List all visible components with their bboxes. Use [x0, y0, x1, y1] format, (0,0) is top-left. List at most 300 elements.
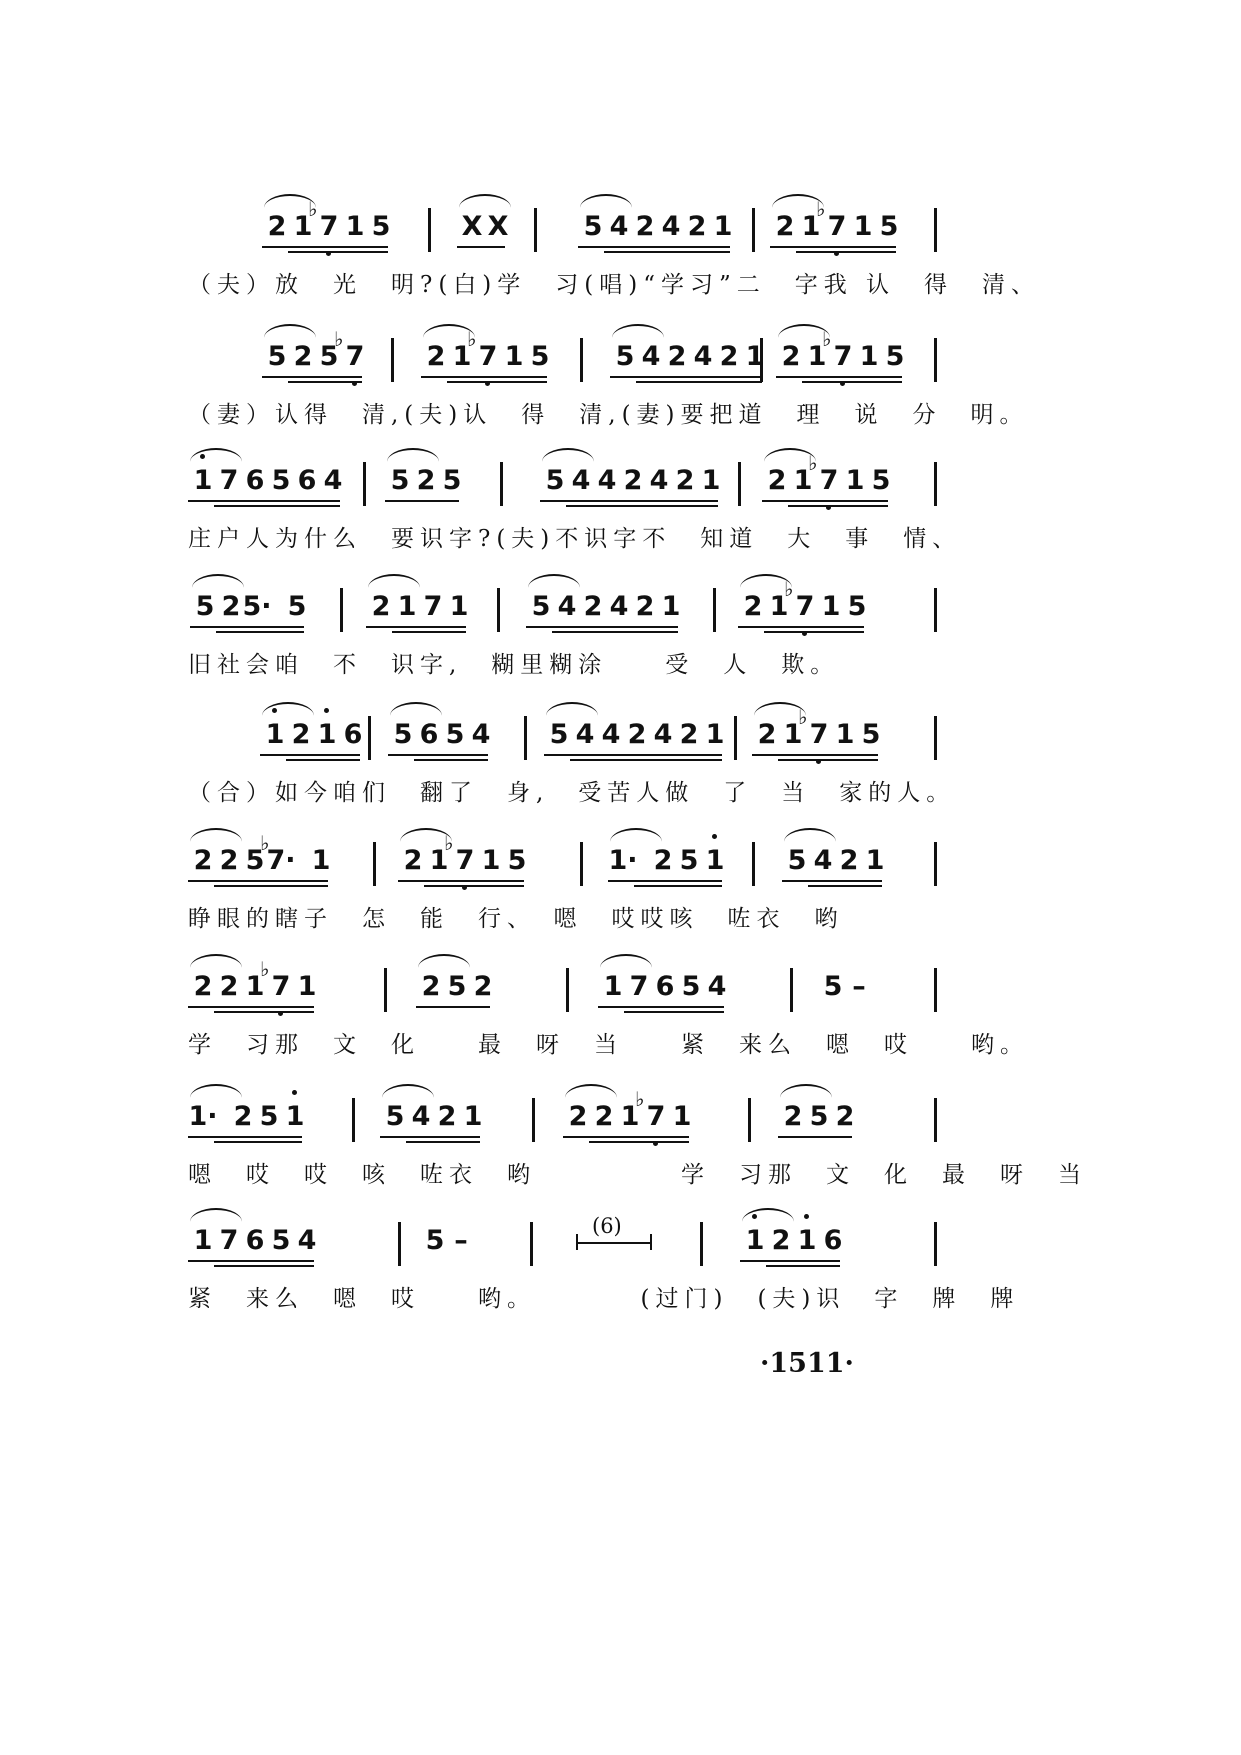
beam-underline: [366, 626, 466, 628]
barline: [700, 1222, 703, 1266]
high-octave-dot: [804, 1214, 809, 1219]
note: 2: [719, 341, 739, 372]
barline: [934, 462, 937, 506]
note: 2: [653, 845, 673, 876]
note: 7: [423, 591, 443, 622]
interlude-marker: [576, 1214, 652, 1250]
note: 2: [568, 1101, 588, 1132]
slur: [459, 194, 511, 208]
note: 2: [193, 971, 213, 1002]
note: 2: [221, 591, 241, 622]
slur: [264, 324, 316, 338]
note: 5: [245, 845, 265, 876]
note: 1: [260, 720, 290, 750]
note: 1: [835, 719, 855, 750]
beam-underline: [762, 500, 888, 502]
note: 4: [707, 971, 727, 1002]
beam-underline: [776, 376, 902, 378]
note: 4: [813, 845, 833, 876]
note: 1: [345, 211, 365, 242]
slur: [387, 448, 439, 462]
slur: [784, 828, 836, 842]
note: 2: [623, 465, 643, 496]
slur: [528, 574, 580, 588]
note: 4: [649, 465, 669, 496]
beam-underline-double: [392, 631, 466, 633]
high-octave-dot: [324, 708, 329, 713]
note: 5: [390, 465, 410, 496]
slur: [190, 828, 242, 842]
barline: [934, 716, 937, 760]
note: 5: [583, 211, 603, 242]
beam-underline: [388, 754, 488, 756]
slur: [780, 1084, 832, 1098]
barline: [524, 716, 527, 760]
note: 5: [271, 465, 291, 496]
note: 7 ♭: [641, 1102, 671, 1132]
note: 4: [297, 1225, 317, 1256]
note: 7 ♭: [473, 342, 503, 372]
slur: [382, 1084, 434, 1098]
note: 4: [597, 465, 617, 496]
note: 6: [823, 1225, 843, 1256]
note: 4: [323, 465, 343, 496]
note: 6: [419, 719, 439, 750]
flat-sign: ♭: [822, 327, 832, 351]
note: 1·: [188, 1101, 218, 1132]
slur: [390, 702, 442, 716]
note: –: [454, 1225, 468, 1256]
flat-sign: ♭: [808, 451, 818, 475]
beam-underline-double: [624, 1011, 724, 1013]
beam-underline-double: [214, 1011, 314, 1013]
beam-underline: [190, 626, 304, 628]
slur: [565, 1084, 617, 1098]
note: 2: [594, 1101, 614, 1132]
note: 2: [473, 971, 493, 1002]
beam-underline-double: [214, 1265, 314, 1267]
flat-sign: ♭: [467, 327, 477, 351]
lyrics-line: （夫）放 光 明?(白)学 习(唱)“学习”二 字我 认 得 清、: [188, 272, 1041, 298]
barline: [713, 588, 716, 632]
note: 2: [219, 845, 239, 876]
beam-underline: [598, 1006, 724, 1008]
system-5: [0, 705, 1241, 826]
note: 2: [839, 845, 859, 876]
note: 5: [445, 719, 465, 750]
beam-underline: [782, 880, 882, 882]
note: 2: [783, 1101, 803, 1132]
note: 1: [713, 211, 733, 242]
note: 2: [635, 591, 655, 622]
beam-underline: [457, 246, 505, 248]
flat-sign: ♭: [260, 957, 270, 981]
note: 1: [311, 845, 331, 876]
beam-underline: [752, 754, 878, 756]
note: 2: [437, 1101, 457, 1132]
flat-sign: ♭: [635, 1087, 645, 1111]
barline: [934, 208, 937, 252]
barline: [752, 208, 755, 252]
note: 4: [557, 591, 577, 622]
beam-underline-double: [424, 885, 524, 887]
note: 2: [771, 1225, 791, 1256]
beam-underline: [540, 500, 718, 502]
slur: [580, 194, 632, 208]
note: 1: [792, 1226, 822, 1256]
beam-underline-double: [604, 251, 730, 253]
barline: [363, 462, 366, 506]
note: 5: [549, 719, 569, 750]
note: 4: [653, 719, 673, 750]
note: 2: [267, 211, 287, 242]
note: 2: [775, 211, 795, 242]
note: 7: [219, 465, 239, 496]
beam-underline: [738, 626, 864, 628]
beam-underline: [380, 1136, 480, 1138]
note: 5: [847, 591, 867, 622]
beam-underline-double: [288, 381, 362, 383]
note: X: [461, 211, 483, 242]
beam-underline-double: [216, 631, 304, 633]
page-number: ·1511·: [760, 1348, 854, 1379]
beam-underline: [188, 1260, 314, 1262]
beam-underline-double: [286, 759, 360, 761]
barline: [580, 338, 583, 382]
note: 6: [343, 719, 363, 750]
beam-underline: [421, 376, 547, 378]
note: 1: [740, 1226, 770, 1256]
barline: [734, 716, 737, 760]
beam-underline: [740, 1260, 840, 1262]
barline: [373, 842, 376, 886]
note: 4: [471, 719, 491, 750]
beam-underline-double: [214, 885, 328, 887]
system-3: [0, 451, 1241, 572]
beam-underline: [610, 376, 762, 378]
lyrics-line: 嗯 哎 哎 咳 咗衣 哟 学 习那 文 化 最 呀 当: [188, 1162, 1087, 1188]
beam-underline-double: [808, 885, 882, 887]
note: 5: [823, 971, 843, 1002]
barline: [384, 968, 387, 1012]
note: 4: [661, 211, 681, 242]
note: 4: [609, 591, 629, 622]
barline: [428, 208, 431, 252]
note: –: [852, 971, 866, 1002]
barline: [497, 588, 500, 632]
beam-underline: [188, 1006, 314, 1008]
note: 1: [821, 591, 841, 622]
slur: [610, 828, 662, 842]
note: 5: [259, 1101, 279, 1132]
note: 2: [675, 465, 695, 496]
note: 2: [757, 719, 777, 750]
note: 2: [679, 719, 699, 750]
interlude-count: (6): [592, 1214, 622, 1238]
barline: [934, 1098, 937, 1142]
note: 1: [293, 211, 313, 242]
note: 1: [193, 1225, 213, 1256]
slur: [612, 324, 664, 338]
note: 5: [447, 971, 467, 1002]
system-6: [0, 831, 1241, 952]
system-1: [0, 197, 1241, 318]
note: 7 ♭: [804, 720, 834, 750]
lyrics-line: 旧社会咱 不 识字, 糊里糊涂 受 人 欺。: [188, 652, 840, 678]
note: 2: [583, 591, 603, 622]
note: 2: [416, 465, 436, 496]
beam-underline: [526, 626, 678, 628]
note: 7: [219, 1225, 239, 1256]
beam-underline-double: [447, 381, 547, 383]
note: 7 ♭: [450, 846, 480, 876]
beam-underline: [770, 246, 896, 248]
note: 1: [845, 465, 865, 496]
note: 6: [245, 1225, 265, 1256]
note: 1: [463, 1101, 483, 1132]
slur: [190, 448, 242, 462]
beam-underline: [262, 246, 388, 248]
beam-underline-double: [634, 885, 722, 887]
note: 2: [767, 465, 787, 496]
note: 1: [801, 211, 821, 242]
system-8: [0, 1087, 1241, 1208]
note: 4: [601, 719, 621, 750]
lyrics-line: （合）如今咱们 翻了 身, 受苦人做 了 当 家的人。: [188, 780, 956, 806]
barline: [934, 842, 937, 886]
note: 5: [787, 845, 807, 876]
lyrics-line: 紧 来么 嗯 哎 哟。 (过门) (夫)识 字 牌 牌: [188, 1286, 1020, 1312]
note: 1: [452, 341, 472, 372]
barline: [748, 1098, 751, 1142]
note: 1: [245, 971, 265, 1002]
barline: [790, 968, 793, 1012]
beam-underline: [188, 1136, 302, 1138]
beam-underline: [398, 880, 524, 882]
note: 1: [397, 591, 417, 622]
beam-underline-double: [566, 505, 718, 507]
beam-underline: [416, 1006, 490, 1008]
note: 5: [371, 211, 391, 242]
note: 2: [835, 1101, 855, 1132]
note: 5: [809, 1101, 829, 1132]
note: 5: [385, 1101, 405, 1132]
note: 1: [769, 591, 789, 622]
high-octave-dot: [712, 834, 717, 839]
beam-underline: [563, 1136, 689, 1138]
barline: [534, 208, 537, 252]
barline: [530, 1222, 533, 1266]
note: 4: [411, 1101, 431, 1132]
note: X: [487, 211, 509, 242]
note: 1: [481, 845, 501, 876]
note: 1·: [608, 845, 638, 876]
note: 2: [635, 211, 655, 242]
note: 1: [603, 971, 623, 1002]
lyrics-line: 睁眼的瞎子 怎 能 行、 嗯 哎哎咳 咗衣 哟: [188, 906, 844, 932]
slur: [546, 702, 598, 716]
slur: [600, 954, 652, 968]
barline: [398, 1222, 401, 1266]
note: 1: [745, 341, 765, 372]
beam-underline: [262, 376, 362, 378]
note: 6: [655, 971, 675, 1002]
note: 5: [879, 211, 899, 242]
note: 1: [701, 465, 721, 496]
note: 2: [421, 971, 441, 1002]
note: 6: [297, 465, 317, 496]
beam-underline-double: [636, 381, 762, 383]
note: 1: [793, 465, 813, 496]
slur: [190, 954, 242, 968]
note: 2: [293, 341, 313, 372]
lyrics-line: 庄户人为什么 要识字?(夫)不识字不 知道 大 事 情、: [188, 526, 962, 552]
barline: [752, 842, 755, 886]
barline: [500, 462, 503, 506]
note: 5: [681, 971, 701, 1002]
barline: [391, 338, 394, 382]
beam-underline: [260, 754, 360, 756]
note: 1: [620, 1101, 640, 1132]
note: 1: [280, 1102, 310, 1132]
note: 4: [609, 211, 629, 242]
note: 7 ♭: [266, 972, 296, 1002]
note: 5·: [242, 591, 272, 622]
flat-sign: ♭: [260, 831, 270, 855]
beam-underline-double: [406, 1141, 480, 1143]
note: 5: [442, 465, 462, 496]
note: 5: [425, 1225, 445, 1256]
note: 5: [393, 719, 413, 750]
note: 4: [641, 341, 661, 372]
beam-underline-double: [570, 759, 722, 761]
note: 1: [807, 341, 827, 372]
beam-underline-double: [552, 631, 678, 633]
note: 2: [233, 1101, 253, 1132]
note: 5: [679, 845, 699, 876]
note: 2: [193, 845, 213, 876]
note: 2: [426, 341, 446, 372]
beam-underline-double: [764, 631, 864, 633]
note: 5: [319, 341, 339, 372]
beam-underline-double: [766, 1265, 840, 1267]
note: 1: [504, 341, 524, 372]
note: 1: [853, 211, 873, 242]
beam-underline: [188, 500, 340, 502]
note: 5: [195, 591, 215, 622]
lyrics-line: （妻）认得 清,(夫)认 得 清,(妻)要把道 理 说 分 明。: [188, 402, 1029, 428]
note: 1: [859, 341, 879, 372]
note: 7 ♭: [814, 466, 844, 496]
beam-underline: [778, 1136, 852, 1138]
flat-sign: ♭: [798, 705, 808, 729]
note: 5: [507, 845, 527, 876]
slur: [742, 1208, 794, 1222]
note: 6: [245, 465, 265, 496]
note: 7 ♭: [340, 342, 370, 372]
barline: [368, 716, 371, 760]
note: 1: [312, 720, 342, 750]
flat-sign: ♭: [816, 197, 826, 221]
note: 1: [188, 466, 218, 496]
barline: [934, 1222, 937, 1266]
high-octave-dot: [292, 1090, 297, 1095]
note: 2: [743, 591, 763, 622]
beam-underline-double: [414, 759, 488, 761]
note: 5: [861, 719, 881, 750]
slur: [542, 448, 594, 462]
note: 2: [627, 719, 647, 750]
note: 2: [687, 211, 707, 242]
note: 2: [291, 719, 311, 750]
note: 1: [700, 846, 730, 876]
beam-underline-double: [802, 381, 902, 383]
flat-sign: ♭: [444, 831, 454, 855]
note: 7 ♭: [790, 592, 820, 622]
note: 1: [449, 591, 469, 622]
beam-underline-double: [214, 505, 340, 507]
flat-sign: ♭: [784, 577, 794, 601]
note: 2: [371, 591, 391, 622]
note: 7 ♭: [828, 342, 858, 372]
beam-underline-double: [778, 759, 878, 761]
flat-sign: ♭: [308, 197, 318, 221]
beam-underline: [188, 880, 328, 882]
slur: [368, 574, 420, 588]
beam-underline: [544, 754, 722, 756]
beam-underline: [578, 246, 730, 248]
note: 1: [865, 845, 885, 876]
note: 5: [287, 591, 307, 622]
beam-underline-double: [589, 1141, 689, 1143]
slur: [262, 702, 314, 716]
slur: [192, 574, 244, 588]
beam-underline-double: [796, 251, 896, 253]
barline: [340, 588, 343, 632]
note: 5: [531, 591, 551, 622]
beam-underline: [385, 500, 459, 502]
note: 1: [429, 845, 449, 876]
note: 7 ♭: [314, 212, 344, 242]
barline: [934, 338, 937, 382]
barline: [934, 588, 937, 632]
lyrics-line: 学 习那 文 化 最 呀 当 紧 来么 嗯 哎 哟。: [188, 1032, 1029, 1058]
note: 1: [783, 719, 803, 750]
barline: [532, 1098, 535, 1142]
system-2: [0, 327, 1241, 448]
system-7: [0, 957, 1241, 1078]
note: 1: [661, 591, 681, 622]
beam-underline-double: [214, 1141, 302, 1143]
note: 5: [545, 465, 565, 496]
note: 5: [615, 341, 635, 372]
barline: [580, 842, 583, 886]
beam-underline-double: [288, 251, 388, 253]
note: 4: [575, 719, 595, 750]
barline: [934, 968, 937, 1012]
note: 4: [571, 465, 591, 496]
note: 5: [885, 341, 905, 372]
slur: [190, 1208, 242, 1222]
note: 2: [667, 341, 687, 372]
note: 1: [705, 719, 725, 750]
slur: [418, 954, 470, 968]
note: 2: [403, 845, 423, 876]
note: 2: [781, 341, 801, 372]
flat-sign: ♭: [334, 327, 344, 351]
note: 2: [219, 971, 239, 1002]
beam-underline: [608, 880, 722, 882]
